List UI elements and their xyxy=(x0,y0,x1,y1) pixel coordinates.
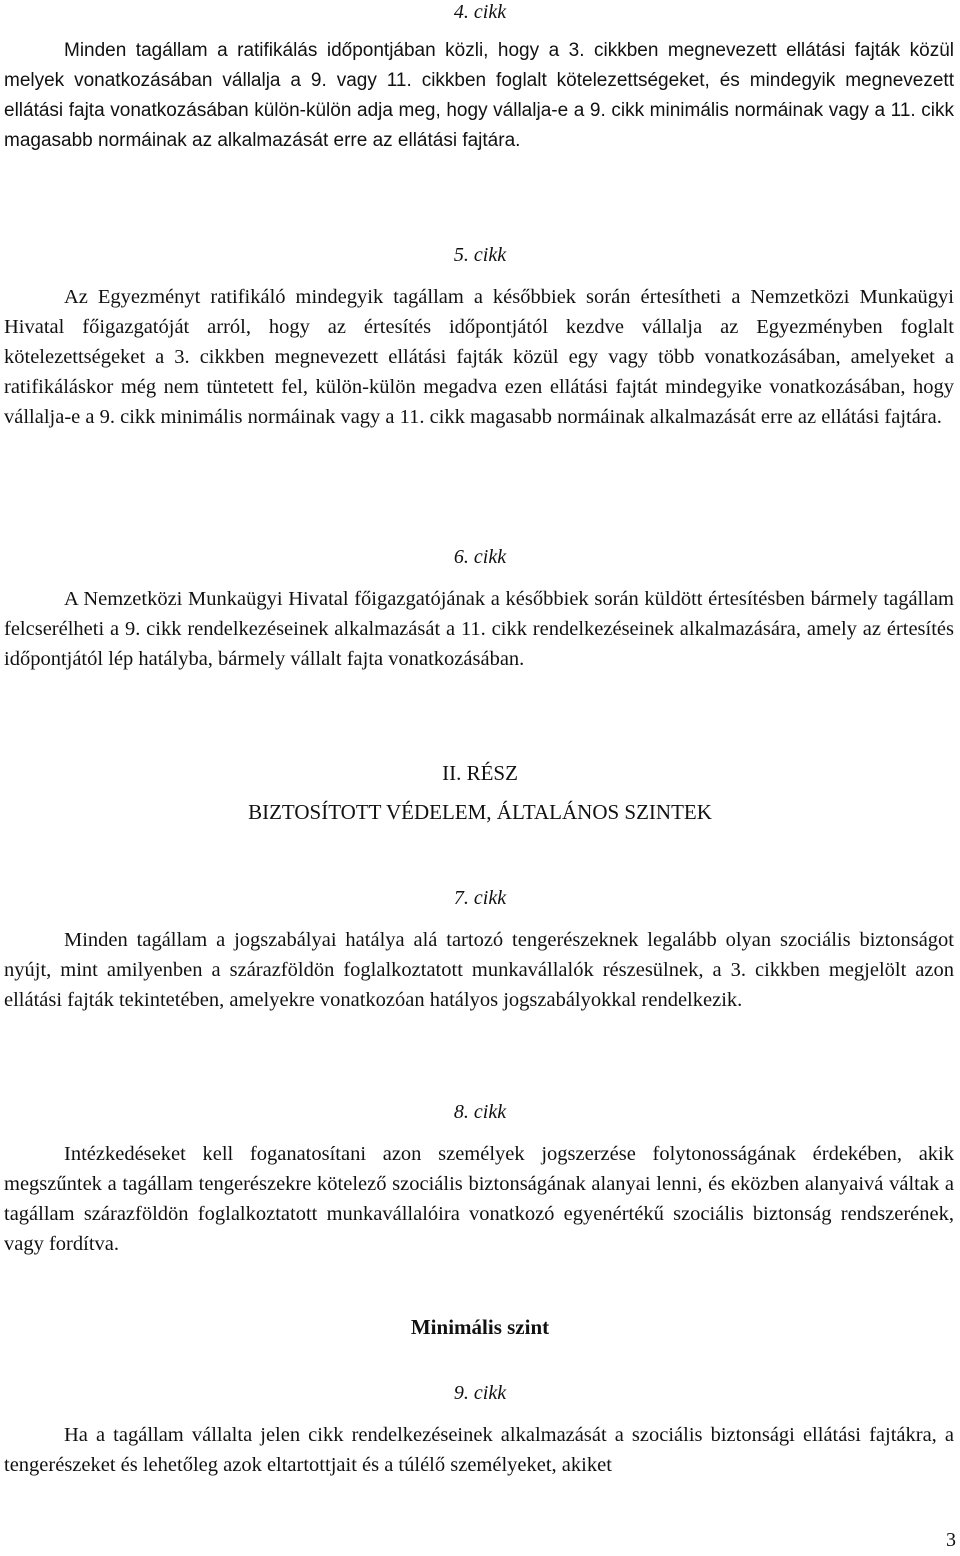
article-9-heading: 9. cikk xyxy=(453,1382,507,1404)
article-7-text: Minden tagállam a jogszabályai hatálya alá tartozó tengerészeknek legalább olyan szociális biztonságot nyújt, mint amilyenben a szárazföldön foglalkoztatott munkavállalók részesülnek, a 3. cikkben megjelölt azon ellátási fajták tekintetében, amelyekre vonatkozóan hatályos jogszabályokkal rendelkezik. xyxy=(4,929,954,1011)
article-7-heading: 7. cikk xyxy=(453,887,507,909)
article-5-heading: 5. cikk xyxy=(453,244,507,266)
minimum-level-title: Minimális szint xyxy=(410,1315,550,1339)
article-4-text: Minden tagállam a ratifikálás időpontjában közli, hogy a 3. cikkben megnevezett ellátási fajták közül melyek vonatkozásában vállalja a 9. vagy 11. cikkben foglalt kötelezettségeket, és mindegyik megnevezett ellátási fajta vonatkozásában külön-külön adja meg, hogy vállalja-e a 9. cikk minimális normáinak vagy a 11. cikk magasabb normáinak az alkalmazását erre az ellátási fajtára. xyxy=(4,40,954,151)
part-2-title: II. RÉSZ xyxy=(442,761,518,785)
page-number: 3 xyxy=(946,1529,956,1551)
article-4-heading: 4. cikk xyxy=(453,1,507,23)
article-6-text: A Nemzetközi Munkaügyi Hivatal főigazgatójának a későbbiek során küldött értesítésben bármely tagállam felcserélheti a 9. cikk rendelkezéseinek alkalmazását a 11. cikk rendelkezéseinek alkalmazására, amely az értesítés időpontjától lép hatályba, bármely vállalt fajta vonatkozásában. xyxy=(4,588,954,670)
article-9-text: Ha a tagállam vállalta jelen cikk rendelkezéseinek alkalmazását a szociális biztonsági ellátási fajtákra, a tengerészeket és lehetőleg azok eltartottjait és a túlélő személyeket, akiket xyxy=(4,1424,954,1476)
part-2-subtitle: BIZTOSÍTOTT VÉDELEM, ÁLTALÁNOS SZINTEK xyxy=(248,800,712,824)
article-5-text: Az Egyezményt ratifikáló mindegyik tagállam a későbbiek során értesítheti a Nemzetközi Munkaügyi Hivatal főigazgatóját arról, hogy az értesítés időpontjától kezdve vállalja az Egyezményben foglalt kötelezettségeket a 3. cikkben megnevezett ellátási fajták közül egy vagy több vonatkozásában, amelyeket a ratifikáláskor még nem tüntetett fel, külön-külön megadva ezen ellátási fajtát mindegyike vonatkozásában, hogy vállalja-e a 9. cikk minimális normáinak vagy a 11. cikk magasabb normáinak alkalmazását erre az ellátási fajtára. xyxy=(4,286,954,428)
article-8-heading: 8. cikk xyxy=(453,1101,507,1123)
article-6-heading: 6. cikk xyxy=(453,546,507,568)
article-8-text: Intézkedéseket kell foganatosítani azon személyek jogszerzése folytonosságának érdekében, akik megszűntek a tagállam tengerészekre kötelező szociális biztonságának alanyai lenni, és eközben alanyaivá váltak a tagállam szárazföldön foglalkoztatott munkavállalóira vonatkozó egyenértékű szociális biztonság rendszerének, vagy fordítva. xyxy=(4,1143,954,1255)
